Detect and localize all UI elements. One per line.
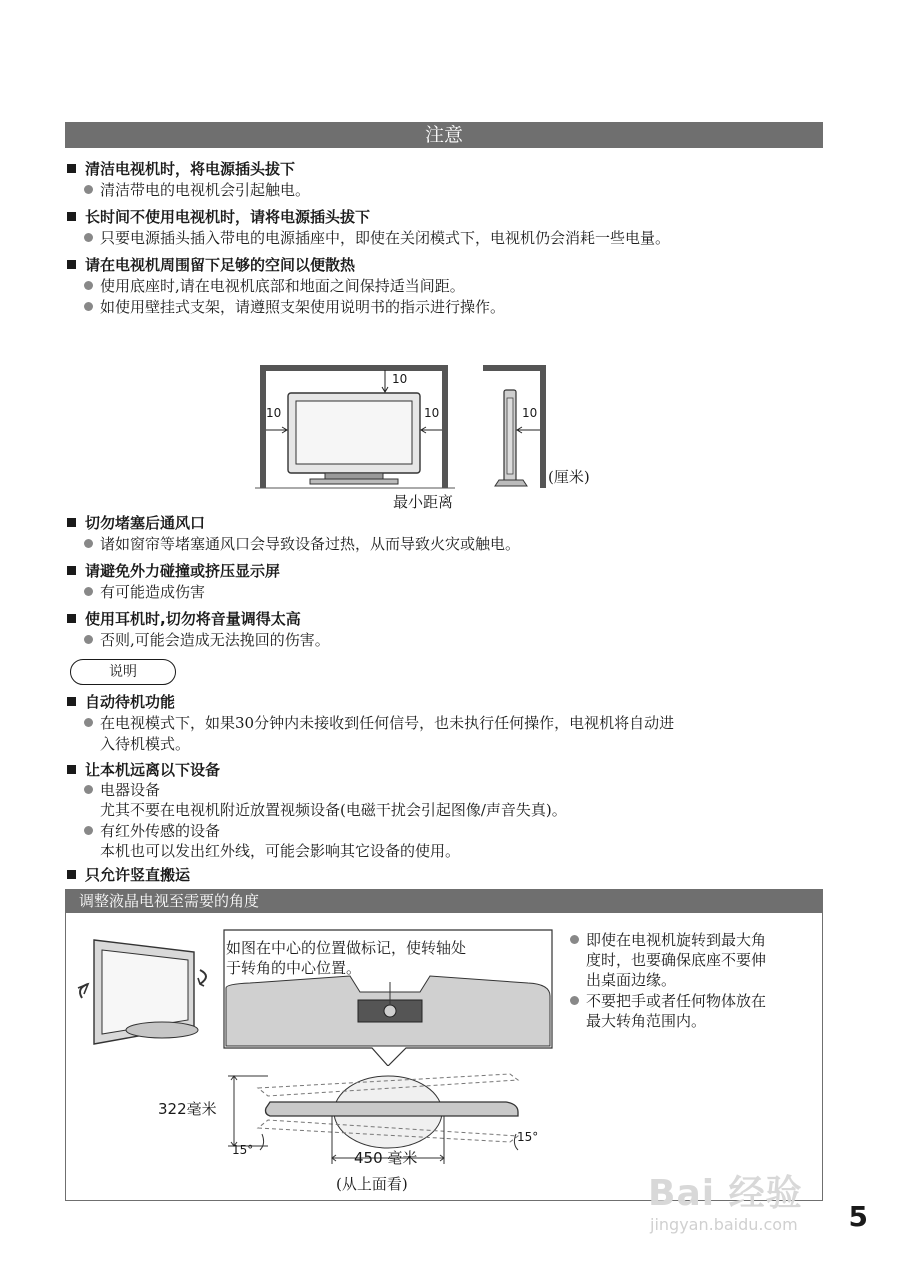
dot-bullet-icon	[570, 935, 579, 944]
square-bullet-icon	[67, 164, 76, 173]
width-label: 450 毫米	[354, 1149, 418, 1167]
dot-bullet-icon	[570, 996, 579, 1005]
clearance-right-label: 10	[424, 406, 440, 420]
note-bullet-infrared: 有红外传感的设备	[84, 821, 220, 841]
angle-right-label: 15°	[517, 1130, 539, 1144]
caution-title: 注意	[424, 124, 463, 146]
note-text-electrical: 尤其不要在电视机附近放置视频设备(电磁干扰会引起图像/声音失真)。	[100, 801, 567, 819]
tv-swivel-illustration	[72, 930, 222, 1055]
clearance-left-label: 10	[266, 406, 282, 420]
caution-bullet-wall-bracket: 如使用壁挂式支架，请遵照支架使用说明书的指示进行操作。	[84, 297, 505, 317]
caution-heading-headphones: 使用耳机时,切勿将音量调得太高	[67, 609, 301, 629]
square-bullet-icon	[67, 518, 76, 527]
note-heading-auto-standby: 自动待机功能	[67, 692, 175, 712]
dot-bullet-icon	[84, 281, 93, 290]
caution-heading-unplug: 长时间不使用电视机时，请将电源插头拔下	[67, 207, 370, 227]
square-bullet-icon	[67, 212, 76, 221]
square-bullet-icon	[67, 870, 76, 879]
caution-heading-impact: 请避免外力碰撞或挤压显示屏	[67, 561, 280, 581]
square-bullet-icon	[67, 614, 76, 623]
caution-banner	[65, 122, 823, 148]
note-bullet-auto-standby-cont: 入待机模式。	[100, 735, 191, 753]
caution-bullet-impact: 有可能造成伤害	[84, 582, 205, 602]
angle-note-1: 即使在电视机旋转到最大角 度时，也要确保底座不要伸 出桌面边缘。	[570, 930, 766, 990]
angle-section-title: 调整液晶电视至需要的角度	[65, 889, 823, 913]
notes-badge: 说明	[70, 659, 176, 685]
note-bullet-electrical: 电器设备	[84, 780, 160, 800]
angle-note-2: 不要把手或者任何物体放在 最大转角范围内。	[570, 991, 766, 1031]
clearance-top-label: 10	[392, 372, 408, 386]
caution-heading-cleaning: 清洁电视机时，将电源插头拔下	[67, 159, 295, 179]
clearance-caption: 最小距离	[393, 493, 454, 511]
note-heading-keep-away: 让本机远离以下设备	[67, 760, 220, 780]
caution-bullet-unplug: 只要电源插头插入带电的电源插座中，即使在关闭模式下，电视机仍会消耗一些电量。	[84, 228, 670, 248]
dot-bullet-icon	[84, 587, 93, 596]
note-text-infrared: 本机也可以发出红外线，可能会影响其它设备的使用。	[100, 842, 461, 860]
square-bullet-icon	[67, 260, 76, 269]
dot-bullet-icon	[84, 233, 93, 242]
callout-line-1: 如图在中心的位置做标记，使转轴处	[226, 939, 467, 957]
caution-bullet-stand: 使用底座时,请在电视机底部和地面之间保持适当间距。	[84, 276, 465, 296]
watermark-url: jingyan.baidu.com	[650, 1215, 798, 1234]
caution-bullet-vents: 诸如窗帘等堵塞通风口会导致设备过热，从而导致火灾或触电。	[84, 534, 520, 554]
square-bullet-icon	[67, 697, 76, 706]
dot-bullet-icon	[84, 302, 93, 311]
note-bullet-auto-standby: 在电视模式下，如果30分钟内未接收到任何信号，也未执行任何操作，电视机将自动进	[84, 713, 674, 733]
caution-bullet-cleaning: 清洁带电的电视机会引起触电。	[84, 180, 310, 200]
caution-bullet-headphones: 否则,可能会造成无法挽回的伤害。	[84, 630, 330, 650]
callout-line-2: 于转角的中心位置。	[226, 959, 362, 977]
square-bullet-icon	[67, 765, 76, 774]
caution-heading-ventilation-space: 请在电视机周围留下足够的空间以便散热	[67, 255, 355, 275]
caution-heading-vents: 切勿堵塞后通风口	[67, 513, 205, 533]
dot-bullet-icon	[84, 185, 93, 194]
depth-label: 322毫米	[158, 1100, 217, 1118]
angle-left-label: 15°	[232, 1143, 254, 1157]
dot-bullet-icon	[84, 635, 93, 644]
watermark-brand: Bai 经验	[648, 1173, 803, 1214]
clearance-unit: (厘米)	[548, 468, 590, 486]
clearance-side-label: 10	[522, 406, 538, 420]
dot-bullet-icon	[84, 785, 93, 794]
page-number: 5	[848, 1200, 868, 1233]
square-bullet-icon	[67, 566, 76, 575]
top-view-caption: (从上面看)	[336, 1175, 408, 1193]
dot-bullet-icon	[84, 826, 93, 835]
dot-bullet-icon	[84, 539, 93, 548]
dot-bullet-icon	[84, 718, 93, 727]
note-heading-carry-upright: 只允许竖直搬运	[67, 865, 190, 885]
